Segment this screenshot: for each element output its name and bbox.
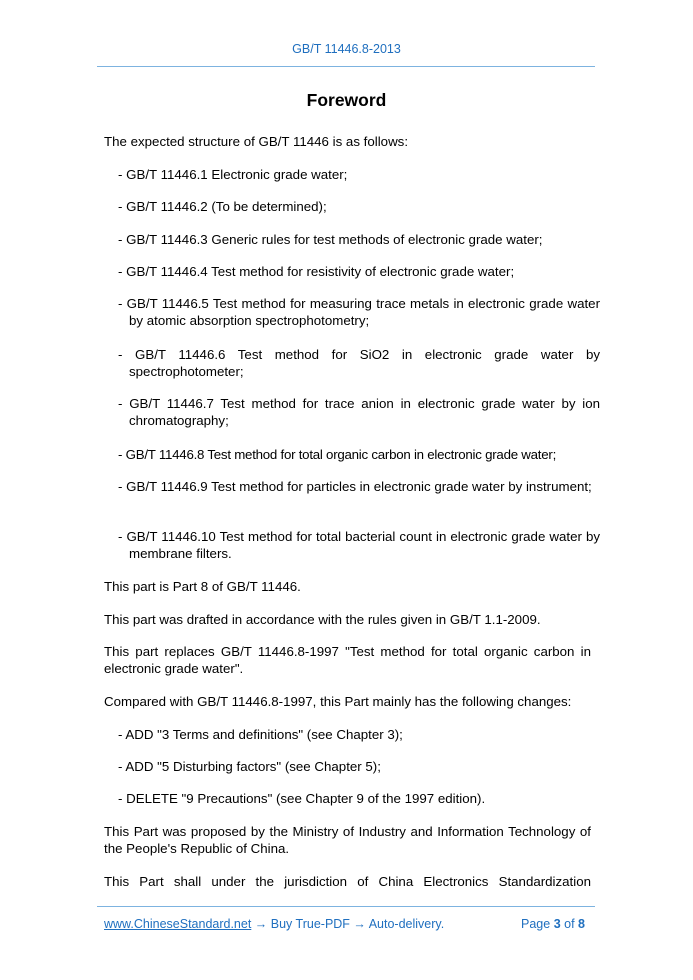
page-indicator: [521, 917, 585, 931]
changes-list-item: - DELETE "9 Precautions" (see Chapter 9 of the 1997 edition).: [118, 791, 486, 806]
header-doc-code: GB/T 11446.8-2013: [292, 42, 401, 56]
page-title: Foreword: [306, 90, 387, 110]
proposed-paragraph: This Part was proposed by the Ministry of Industry and Information Technology of the People's Republic of China.: [104, 824, 591, 856]
replaces-paragraph: This part replaces GB/T 11446.8-1997 "Test method for total organic carbon in electronic grade water".: [104, 644, 591, 676]
intro-paragraph: The expected structure of GB/T 11446 is as follows:: [104, 134, 409, 149]
footer-promo: → Buy True-PDF → Auto-delivery.: [251, 917, 445, 931]
changes-list-item: - ADD "5 Disturbing factors" (see Chapter 5);: [118, 759, 381, 774]
page-label: Page: [521, 917, 551, 931]
structure-list-item: - GB/T 11446.1 Electronic grade water;: [118, 167, 348, 182]
structure-list-item: - GB/T 11446.6 Test method for SiO2 in electronic grade water by spectrophotometer;: [118, 347, 600, 379]
structure-list-item: - GB/T 11446.3 Generic rules for test methods of electronic grade water;: [118, 232, 543, 247]
page-total: 8: [578, 917, 585, 931]
website-link[interactable]: www.ChineseStandard.net: [104, 917, 252, 931]
part-paragraph: This part is Part 8 of GB/T 11446.: [104, 579, 301, 594]
compared-paragraph: Compared with GB/T 11446.8-1997, this Part mainly has the following changes:: [104, 694, 572, 709]
structure-list-item: - GB/T 11446.4 Test method for resistivity of electronic grade water;: [118, 264, 515, 279]
structure-list-item: - GB/T 11446.2 (To be determined);: [118, 199, 327, 214]
structure-list-item: - GB/T 11446.9 Test method for particles in electronic grade water by instrument;: [118, 479, 592, 494]
header-divider: [97, 66, 595, 67]
structure-list-item: - GB/T 11446.8 Test method for total organic carbon in electronic grade water;: [118, 447, 557, 462]
page-current: 3: [553, 917, 561, 931]
footer-divider: [97, 906, 595, 907]
jurisdiction-paragraph: This Part shall under the jurisdiction of China Electronics Standardization: [104, 874, 591, 889]
drafted-paragraph: This part was drafted in accordance with the rules given in GB/T 1.1-2009.: [104, 612, 541, 627]
structure-list-item: - GB/T 11446.7 Test method for trace anion in electronic grade water by ion chromatography;: [118, 396, 600, 428]
structure-list-item: - GB/T 11446.5 Test method for measuring trace metals in electronic grade water by atomic absorption spectrophotometry;: [118, 296, 600, 328]
page-of: of: [564, 917, 575, 931]
changes-list-item: - ADD "3 Terms and definitions" (see Chapter 3);: [118, 727, 403, 742]
footer: [104, 917, 591, 931]
structure-list-item: - GB/T 11446.10 Test method for total bacterial count in electronic grade water by membrane filters.: [118, 529, 600, 561]
